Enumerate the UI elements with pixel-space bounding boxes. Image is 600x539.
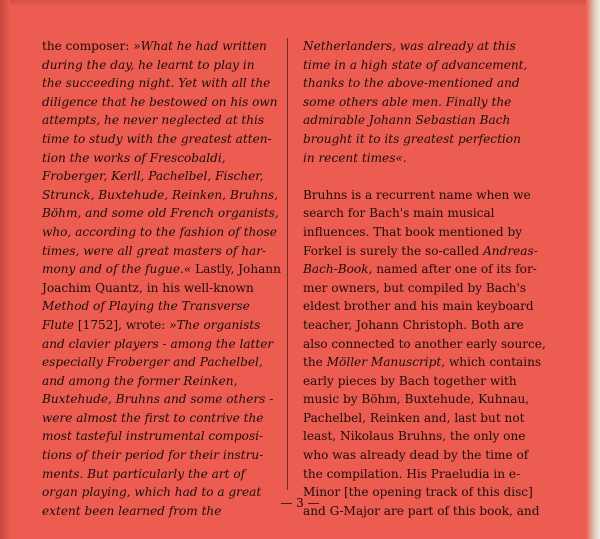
text-line [42,223,297,242]
text-line [303,186,565,205]
text-line [42,297,297,316]
text-line [42,260,297,279]
italic-text-run: time to study with the greatest atten- [42,131,272,146]
text-line [303,111,565,130]
italic-text-run: Böhm, and some old French organists, [42,206,279,221]
page-top-edge [0,0,600,6]
italic-text-run: »What he had written [133,39,267,53]
text-line [42,149,297,168]
left-text-column [42,37,297,520]
text-run: and G-Major are part of this book, and [303,503,540,518]
italic-text-run: some others able men. Finally the [303,94,512,109]
text-run: [1752], wrote: [74,317,170,332]
text-line [303,74,565,93]
text-line [303,390,565,409]
italic-text-run: were almost the first to contrive the [42,410,264,425]
text-line [42,353,297,372]
right-text-column [303,37,565,520]
italic-text-run: time in a high state of advancement, [303,57,528,72]
text-line [42,37,297,56]
text-line [42,446,297,465]
text-line [303,260,565,279]
text-run: Forkel is surely the so-called [303,243,484,258]
italic-text-run: mony and of the fugue.« [42,262,192,277]
italic-text-run: Buxtehude, Bruhns and some others - [42,392,274,407]
italic-text-run: tion the works of Frescobaldi, [42,150,226,165]
text-run: the composer: [42,39,134,53]
text-line [303,409,565,428]
text-line [42,56,297,75]
text-run: least, Nikolaus Bruhns, the only one [303,429,526,444]
text-line [303,297,565,316]
italic-text-run: during the day, he learnt to play in [42,57,255,72]
text-run: Minor [the opening track of this disc] [303,485,533,500]
page-left-edge [0,0,10,539]
text-line [42,167,297,186]
text-run: also connected to another early source, [303,336,546,351]
text-line [303,372,565,391]
text-line [42,111,297,130]
text-run: teacher, Johann Christoph. Both are [303,317,524,332]
italic-text-run: and clavier players - among the latter [42,336,274,351]
text-line [42,316,297,335]
text-line [42,427,297,446]
italic-text-run: Flute [42,317,75,332]
column-divider [287,38,288,490]
text-run: Bruhns is a recurrent name when we [303,187,531,202]
text-run: who was already dead by the time of [303,448,529,463]
text-line [303,353,565,372]
text-line [303,204,565,223]
page-number: — 3 — [280,496,320,510]
text-line [303,465,565,484]
text-run: music by Böhm, Buxtehude, Kuhnau, [303,392,530,407]
italic-text-run: especially Froberger and Pachelbel, [42,355,263,370]
italic-text-run: »The organists [169,317,261,332]
text-run: eldest brother and his main keyboard [303,299,534,314]
italic-text-run: Froberger, Kerll, Pachelbel, Fischer, [42,169,264,184]
text-run: mer owners, but compiled by Bach's [303,280,527,295]
text-run: Lastly, Johann [191,262,281,277]
text-line [42,130,297,149]
text-line [42,74,297,93]
text-run: Joachim Quantz, in his well-known [42,280,254,295]
text-line [42,390,297,409]
italic-text-run: tions of their period for their instru- [42,448,264,463]
italic-text-run: diligence that he bestowed on his own [42,94,278,109]
italic-text-run: admirable Johann Sebastian Bach [303,113,511,128]
text-line [303,93,565,112]
italic-text-run: the succeeding night. Yet with all the [42,76,271,91]
text-line [42,465,297,484]
text-run: the [303,355,327,370]
italic-text-run: most tasteful instrumental composi- [42,429,264,444]
italic-text-run: organ playing, which had to a great [42,485,262,500]
text-line [303,446,565,465]
italic-text-run: Method of Playing the Transverse [42,299,250,314]
italic-text-run: who, according to the fashion of those [42,224,277,239]
text-line [303,279,565,298]
italic-text-run: Bach-Book [303,262,369,277]
text-line [42,204,297,223]
text-line [42,279,297,298]
text-run: , named after one of its for- [368,262,537,277]
text-line [303,37,565,56]
text-line [303,149,565,168]
italic-text-run: times, were all great masters of har- [42,243,267,258]
text-line [42,186,297,205]
text-line [303,242,565,261]
italic-text-run: ments. But particularly the art of [42,466,246,481]
text-run: early pieces by Bach together with [303,373,517,388]
text-line [303,427,565,446]
text-line [303,316,565,335]
text-line [303,223,565,242]
text-line [42,335,297,354]
italic-text-run: extent been learned from the [42,503,222,518]
text-line [42,409,297,428]
text-line [42,242,297,261]
italic-text-run: and among the former Reinken, [42,373,238,388]
text-run: Pachelbel, Reinken and, last but not [303,410,525,425]
italic-text-run: thanks to the above-mentioned and [303,76,520,91]
text-run: , which contains [441,355,542,370]
text-run: the compilation. His Praeludia in e- [303,466,521,481]
text-line [303,335,565,354]
italic-text-run: Andreas- [483,243,538,258]
text-run: search for Bach's main musical [303,206,495,221]
text-line [303,56,565,75]
text-run: influences. That book mentioned by [303,224,523,239]
text-line [42,372,297,391]
italic-text-run: Netherlanders, was already at this [303,39,516,53]
paragraph-spacer [303,167,565,186]
italic-text-run: brought it to its greatest perfection [303,131,521,146]
text-line [303,130,565,149]
italic-text-run: Strunck, Buxtehude, Reinken, Bruhns, [42,187,278,202]
italic-text-run: in recent times«. [303,150,407,165]
page-right-edge [586,0,600,539]
italic-text-run: attempts, he never neglected at this [42,113,265,128]
text-line [42,93,297,112]
italic-text-run: Möller Manuscript [326,355,442,370]
